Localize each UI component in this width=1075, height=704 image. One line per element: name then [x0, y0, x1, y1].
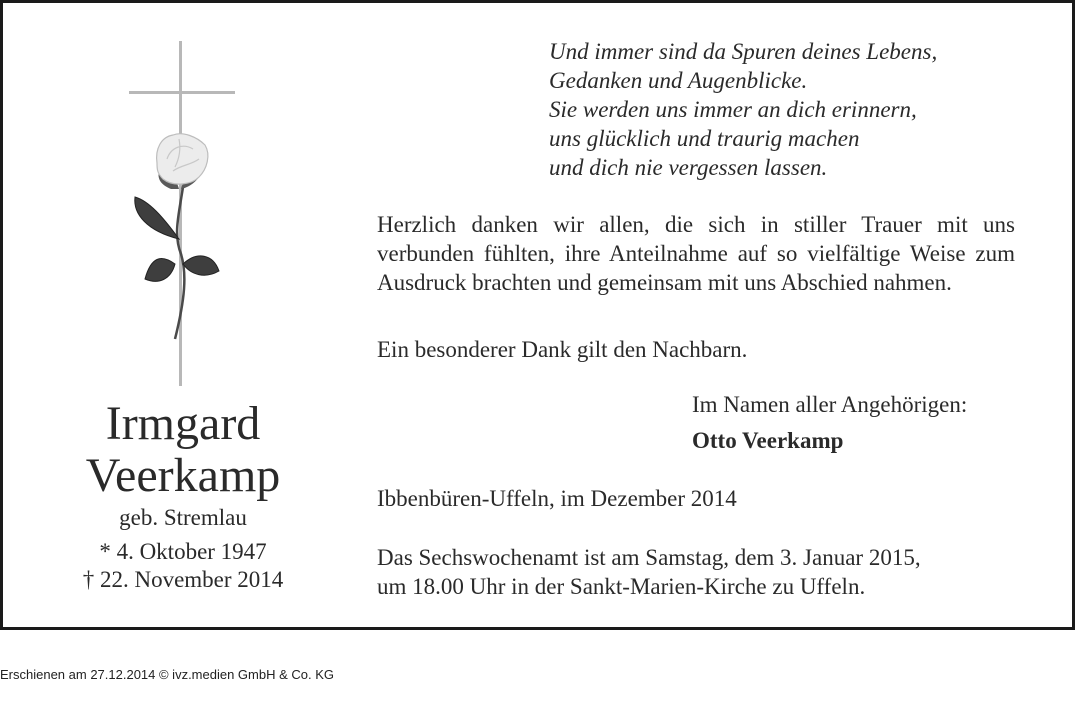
service-announcement — [377, 543, 1037, 601]
poem-line: Sie werden uns immer an dich erinnern, — [549, 97, 917, 122]
death-date: † 22. November 2014 — [82, 567, 284, 592]
signature-name: Otto Veerkamp — [692, 428, 844, 453]
place-and-date: Ibbenbüren-Uffeln, im Dezember 2014 — [377, 486, 737, 511]
maiden-name: geb. Stremlau — [119, 505, 247, 530]
service-line: um 18.00 Uhr in der Sankt-Marien-Kirche zu Uffeln. — [377, 574, 866, 599]
deceased-last-name: Veerkamp — [85, 449, 281, 502]
cross-rose-emblem — [121, 39, 251, 389]
special-thanks: Ein besonderer Dank gilt den Nachbarn. — [377, 337, 748, 362]
birth-date: * 4. Oktober 1947 — [99, 539, 267, 564]
deceased-first-name: Irmgard — [105, 397, 261, 450]
deceased-block — [23, 398, 343, 594]
poem-line: uns glücklich und traurig machen — [549, 126, 860, 151]
poem-line: Gedanken und Augenblicke. — [549, 68, 808, 93]
service-line: Das Sechswochenamt ist am Samstag, dem 3. Januar 2015, — [377, 545, 921, 570]
poem — [549, 37, 1049, 182]
signature-intro: Im Namen aller Angehörigen: — [692, 392, 968, 417]
poem-line: und dich nie vergessen lassen. — [549, 155, 828, 180]
rose-icon — [135, 134, 219, 339]
poem-line: Und immer sind da Spuren deines Lebens, — [549, 39, 938, 64]
publication-footer: Erschienen am 27.12.2014 © ivz.medien GmbH & Co. KG — [0, 667, 335, 682]
thanks-paragraph: Herzlich danken wir allen, die sich in stiller Trauer mit uns verbunden fühlten, ihre Anteilnahme auf so vielfältige Weise zum Ausdruck brachten und gemeinsam mit uns Abschied nahmen. — [377, 212, 1015, 295]
